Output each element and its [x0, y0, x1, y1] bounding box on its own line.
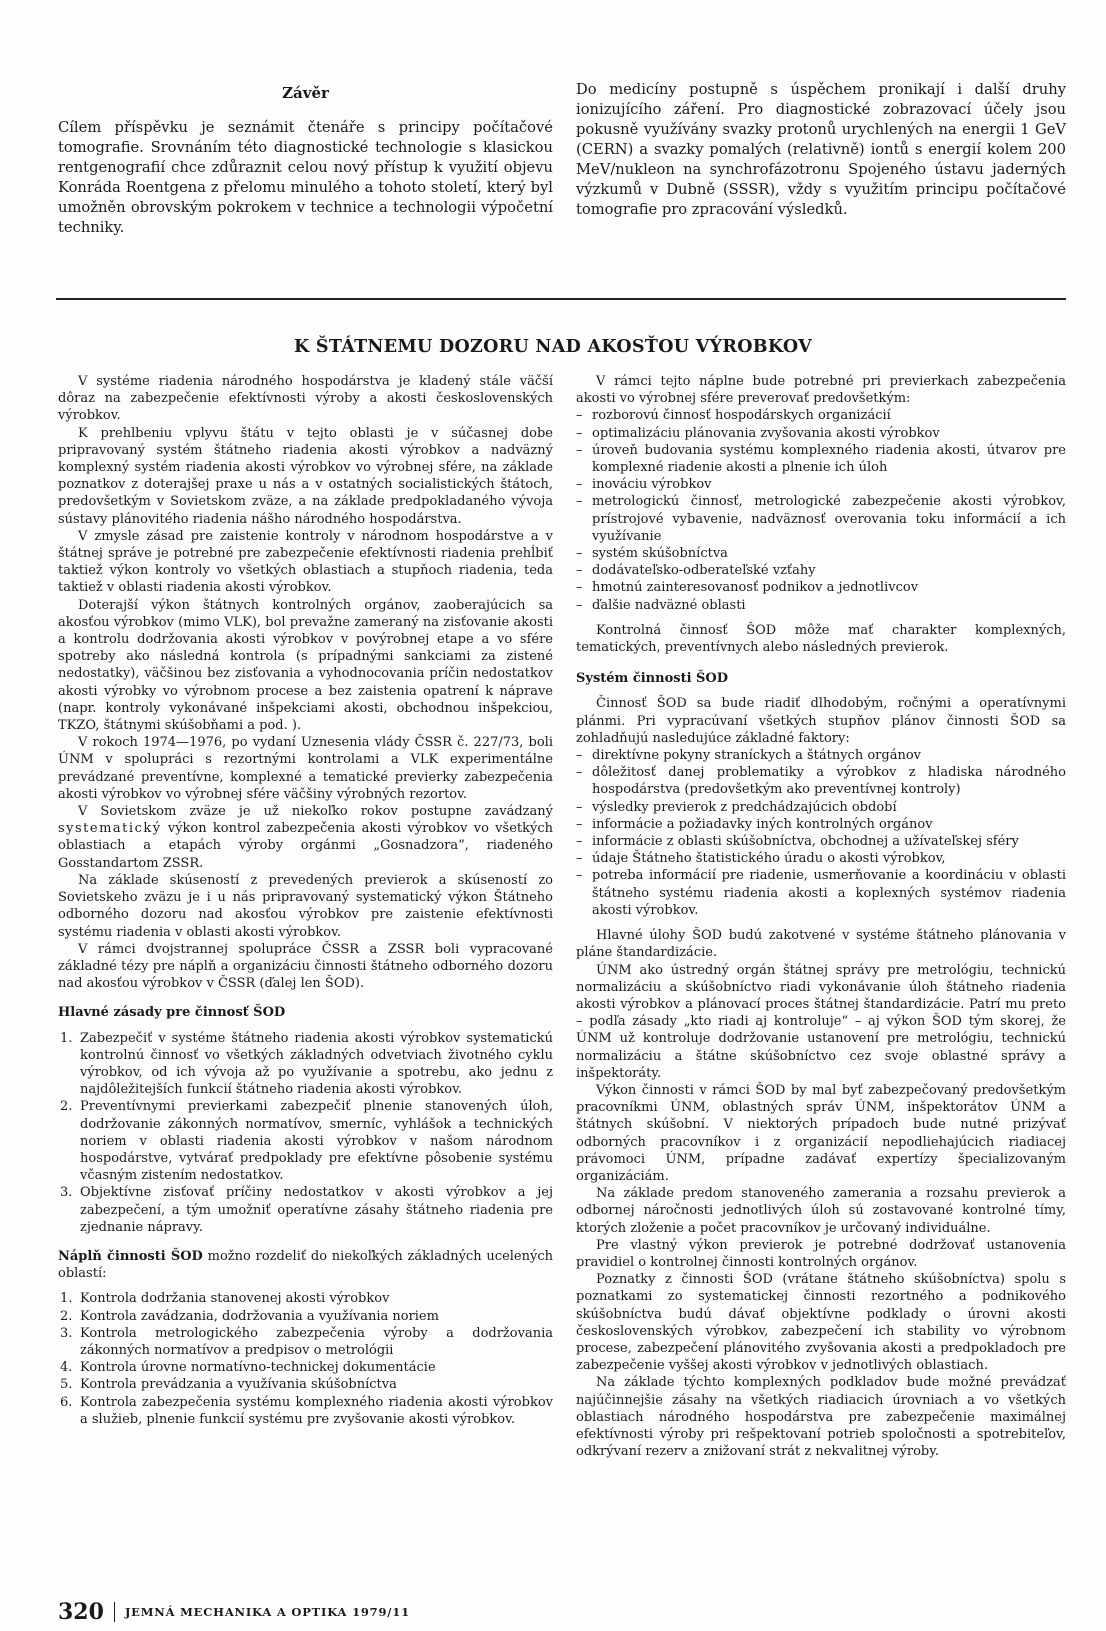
bold-lead: Náplň činnosti ŠOD [58, 1248, 203, 1264]
footer-separator [114, 1602, 115, 1622]
item-number: 3. [60, 1185, 73, 1201]
top-right-section [576, 80, 1066, 220]
principles-list [58, 1030, 553, 1236]
paragraph: Kontrolná činnosť ŠOD môže mať charakter komplexných, tematických, preventívnych alebo následných previerok. [576, 622, 1066, 656]
section-heading: Systém činnosti ŠOD [576, 671, 729, 687]
item-number: 1. [60, 1030, 73, 1046]
paragraph: Na základe predom stanoveného zamerania a rozsahu previerok a odbornej náročnosti jednotlivých úloh sú zostavované kontrolné tímy, ktorých zloženie a počet pracovníkov je určovaný individuálne. [576, 1186, 1066, 1236]
left-column [58, 373, 553, 1428]
factors-list [576, 747, 1066, 919]
list-item: – dodávateľsko-odberateľské vzťahy [576, 562, 1066, 579]
list-item: – inováciu výrobkov [576, 476, 1066, 493]
text-run: možno rozdeliť do niekoľkých základných ucelených oblastí: [58, 1248, 553, 1282]
conclusion-text: Cílem příspěvku je seznámit čtenáře s principy počítačové tomografie. Srovnáním této diagnostické technologie s klasickou rentgenografií chce zdůraznit celou nový přístup k využití objevu Konráda Roentgena z přelomu minulého a tohoto století, který byl umožněn obrovským pokrokem v technice a technologii výpočetní techniky. [58, 119, 553, 236]
paragraph: Činnosť ŠOD sa bude riadiť dlhodobým, ročnými a operatívnymi plánmi. Pri vypracúvaní všetkých stupňov plánov činnosti ŠOD sa zohladňujú nasledujúce základné faktory: [576, 696, 1066, 746]
paragraph: V systéme riadenia národného hospodárstva je kladený stále väčší dôraz na zabezpečenie efektívnosti výroby a akosti československých výrobkov. [58, 374, 553, 424]
item-text: Kontrola dodržania stanovenej akosti výrobkov [80, 1291, 390, 1307]
paragraph: V rokoch 1974—1976, po vydaní Uznesenia vlády ČSSR č. 227/73, boli ÚNM v spolupráci s rezortnými kontrolami a VLK experimentálne prevádzané preventívne, komplexné a tematické previerky zabezpečenia akosti výrobkov vo výrobnej sfére väčšiny výrobných rezortov. [58, 735, 553, 802]
conclusion-heading: Závěr [282, 84, 329, 102]
item-text: Kontrola úrovne normatívno-technickej dokumentácie [80, 1360, 436, 1376]
item-number: 6. [60, 1394, 73, 1410]
paragraph: V rámci dvojstrannej spolupráce ČSSR a ZSSR boli vypracované základné tézy pre náplň a organizáciu činnosti štátneho odborného dozoru nad akosťou výrobkov v ČSSR (ďalej len ŠOD). [58, 941, 553, 992]
section-heading: Hlavné zásady pre činnosť ŠOD [58, 1005, 286, 1021]
item-number: 5. [60, 1377, 73, 1393]
item-number: 2. [60, 1308, 73, 1324]
list-item [58, 1325, 553, 1359]
item-number: 1. [60, 1291, 73, 1307]
journal-name: JEMNÁ MECHANIKA A OPTIKA 1979/11 [124, 1605, 410, 1619]
list-item: – dôležitosť danej problematiky a výrobkov z hladiska národného hospodárstva (predovšetkým ako preventívnej kontroly) [576, 764, 1066, 798]
paragraph: Na základe skúseností z prevedených previerok a skúseností zo Sovietskeho zväzu je i u nás pripravovaný systematický výkon Štátneho odborného dozoru nad akosťou výrobkov pre zaistenie efektívnosti systému riadenia v oblasti akosti výrobkov. [58, 872, 553, 940]
paragraph [58, 803, 553, 872]
right-column [576, 373, 1066, 1460]
item-text: Kontrola zabezpečenia systému komplexného riadenia akosti výrobkov a služieb, plnenie funkcií systému pre zvyšovanie akosti výrobkov. [80, 1394, 553, 1427]
list-item: – informácie a požiadavky iných kontrolných orgánov [576, 816, 1066, 833]
top-right-text: Do medicíny postupně s úspěchem pronikají i další druhy ionizujícího záření. Pro diagnostické zobrazovací účely jsou pokusně využívány svazky protonů urychlených na energii 1 GeV (CERN) a svazky pomalých (relativně) iontů s energií kolem 200 MeV/nukleon na synchrofázotronu Spojeného ústavu jaderných výzkumů v Dubně (SSSR), vždy s využitím principu počítačové tomografie pro zpracování výsledků. [576, 81, 1066, 218]
conclusion-section [58, 84, 553, 238]
item-text: Kontrola prevádzania a využívania skúšobníctva [80, 1377, 397, 1393]
paragraph: K prehlbeniu vplyvu štátu v tejto oblasti je v súčasnej dobe pripravovaný systém štátneho riadenia akosti výrobkov a nadväzný komplexný systém riadenia akosti výrobkov vo výrobnej sfére, na základe poznatkov z doterajšej praxe u nás a v ostatných socialistických štátoch, predovšetkým v Sovietskom zväze, a na základe predpokladaného vývoja sústavy plánovitého riadenia nášho národného hospodárstva. [58, 425, 553, 527]
list-item: – ďalšie nadväzné oblasti [576, 597, 1066, 614]
list-item: – úroveň budovania systému komplexného riadenia akosti, útvarov pre komplexné riadenie akosti a plnenie ich úloh [576, 442, 1066, 476]
text-run: výkon kontrol zabezpečenia akosti výrobkov vo všetkých oblastiach a etapách výroby orgánmi „Gosnadzora“, riadeného Gosstandartom ZSSR. [58, 821, 553, 871]
item-text: Kontrola metrologického zabezpečenia výroby a dodržovania zákonných normatívov a predpisov o metrológii [80, 1325, 553, 1358]
paragraph: Výkon činnosti v rámci ŠOD by mal byť zabezpečovaný predovšetkým pracovníkmi ÚNM, oblastných správ ÚNM, inšpektorátov ÚNM a štátnych skúšobní. V niektorých prípadoch bude nutné prizývať odborných pracovníkov i z organizácií nepodliehajúcich riadiacej právomoci ÚNM, prípadne zadávať expertízy špecializovaným organizáciám. [576, 1082, 1066, 1184]
list-item: – systém skúšobníctva [576, 545, 1066, 562]
list-item [58, 1184, 553, 1236]
page-number: 320 [58, 1599, 104, 1625]
item-text: Zabezpečiť v systéme štátneho riadenia akosti výrobkov systematickú kontrolnú činnosť vo všetkých základných odvetviach životného cyklu výrobkov, od ich vývoja až po využívanie a spotrebu, ako jednu z najdôležitejších funkcií štátneho riadenia akosti výrobkov. [80, 1030, 553, 1098]
paragraph: Hlavné úlohy ŠOD budú zakotvené v systéme štátneho plánovania v pláne štandardizácie. [576, 928, 1066, 961]
list-item: – rozborovú činnosť hospodárskych organizácií [576, 407, 1066, 424]
list-item [58, 1290, 553, 1307]
list-item [58, 1030, 553, 1099]
text-run: V Sovietskom zväze je už niekoľko rokov postupne zavádzaný [78, 804, 553, 820]
text-run-spaced: systematický [58, 821, 162, 837]
list-item: – informácie z oblasti skúšobníctva, obchodnej a užívateľskej sféry [576, 833, 1066, 850]
item-number: 3. [60, 1325, 73, 1341]
list-item [58, 1098, 553, 1184]
item-number: 4. [60, 1360, 73, 1376]
list-item: – hmotnú zainteresovanosť podnikov a jednotlivcov [576, 579, 1066, 596]
paragraph: Pre vlastný výkon previerok je potrebné dodržovať ustanovenia pravidiel o kontrolnej činnosti kontrolných orgánov. [576, 1237, 1066, 1270]
paragraph: V rámci tejto náplne bude potrebné pri previerkach zabezpečenia akosti vo výrobnej sfére preverovať predovšetkým: [576, 374, 1066, 407]
areas-list [58, 1290, 553, 1428]
list-item: – potreba informácií pre riadenie, usmerňovanie a koordináciu v oblasti štátneho systému riadenia akosti a koplexných systémov riadenia akosti výrobkov. [576, 867, 1066, 919]
page-footer [58, 1599, 410, 1625]
item-text: Kontrola zavádzania, dodržovania a využívania noriem [80, 1308, 439, 1324]
list-item [58, 1359, 553, 1376]
list-item: – metrologickú činnosť, metrologické zabezpečenie akosti výrobkov, prístrojové vybavenie, nadväznosť overovania toku informácií a ich využívanie [576, 493, 1066, 545]
paragraph [58, 1248, 553, 1282]
list-item: – údaje Štátneho štatistického úradu o akosti výrobkov, [576, 850, 1066, 867]
paragraph: ÚNM ako ústredný orgán štátnej správy pre metrológiu, technickú normalizáciu a skúšobníctvo riadi vykonávanie úloh štátneho riadenia akosti výrobkov a plánovací proces štátnej štandardizácie. Patrí mu preto – podľa zásady „kto riadi aj kontroluje“ – aj výkon ŠOD tým skorej, že ÚNM už kontroluje dodržovanie ustanovení pre metrológiu, technickú normalizáciu a štátne skúšobníctvo cez svoje oblastné správy a inšpektoráty. [576, 962, 1066, 1081]
list-item: – direktívne pokyny straníckych a štátnych orgánov [576, 747, 1066, 764]
list-item: – výsledky previerok z predchádzajúcich období [576, 799, 1066, 816]
list-item [58, 1394, 553, 1428]
item-text: Preventívnymi previerkami zabezpečiť plnenie stanovených úloh, dodržovanie zákonných normatívov, smerníc, vyhlášok a technických noriem v oblasti riadenia akosti výrobkov v našom národnom hospodárstve, vytvárať predpoklady pre efektívne pôsobenie systému včasným zistením nedostatkov. [80, 1099, 553, 1184]
paragraph: Na základe týchto komplexných podkladov bude možné prevádzať najúčinnejšie zásahy na všetkých riadiacich úrovniach a vo všetkých oblastiach národného hospodárstva pre zabezpečenie maximálnej efektívnosti výroby pri rešpektovaní potrieb spoločnosti a spotrebiteľov, odkrývaní rezerv a znižovaní strát z nekvalitnej výroby. [576, 1375, 1066, 1460]
list-item: – optimalizáciu plánovania zvyšovania akosti výrobkov [576, 425, 1066, 442]
checks-list [576, 407, 1066, 613]
article-title: K ŠTÁTNEMU DOZORU NAD AKOSŤOU VÝROBKOV [293, 337, 812, 357]
section-divider [56, 298, 1066, 300]
item-text: Objektívne zisťovať príčiny nedostatkov v akosti výrobkov a jej zabezpečení, a tým umožniť operatívne zásahy štátneho riadenia pre zjednanie nápravy. [80, 1185, 553, 1235]
paragraph: V zmysle zásad pre zaistenie kontroly v národnom hospodárstve a v štátnej správe je potrebné pre zabezpečenie efektívnosti riadenia prehĺbiť taktiež výkon kontroly vo všetkých oblastiach a stupňoch riadenia, teda taktiež v oblasti riadenia akosti výrobkov. [58, 528, 553, 596]
list-item [58, 1308, 553, 1325]
item-number: 2. [60, 1099, 73, 1115]
list-item [58, 1376, 553, 1393]
paragraph: Doterajší výkon štátnych kontrolných orgánov, zaoberajúcich sa akosťou výrobkov (mimo VLK), bol prevažne zameraný na zisťovanie akosti a kontrolu dodržovania akosti výrobkov v povýrobnej etape a vo sfére spotreby ako následná kontrola (s prípadnými sankciami za zistené nedostatky), väčšinou bez zisťovania a vyhodnocovania príčin nedostatkov akosti výrobky vo výrobnom procese a bez zaistenia opatrení k náprave (napr. kontroly vykonávané inšpekciami akosti, obchodnou inšpekciou, TKZO, štátnymi skúšobňami a pod. ). [58, 597, 553, 734]
paragraph: Poznatky z činnosti ŠOD (vrátane štátneho skúšobníctva) spolu s poznatkami zo systematickej činnosti rezortného a podnikového skúšobníctva budú dávať objektívne podklady o úrovni akosti československých výrobkov, zabezpečení ich stability vo výrobnom procese, zabezpečení plánovitého zvyšovania akosti a predpokladoch pre zabezpečenie vyššej akosti výrobkov v jednotlivých oblastiach. [576, 1272, 1066, 1374]
